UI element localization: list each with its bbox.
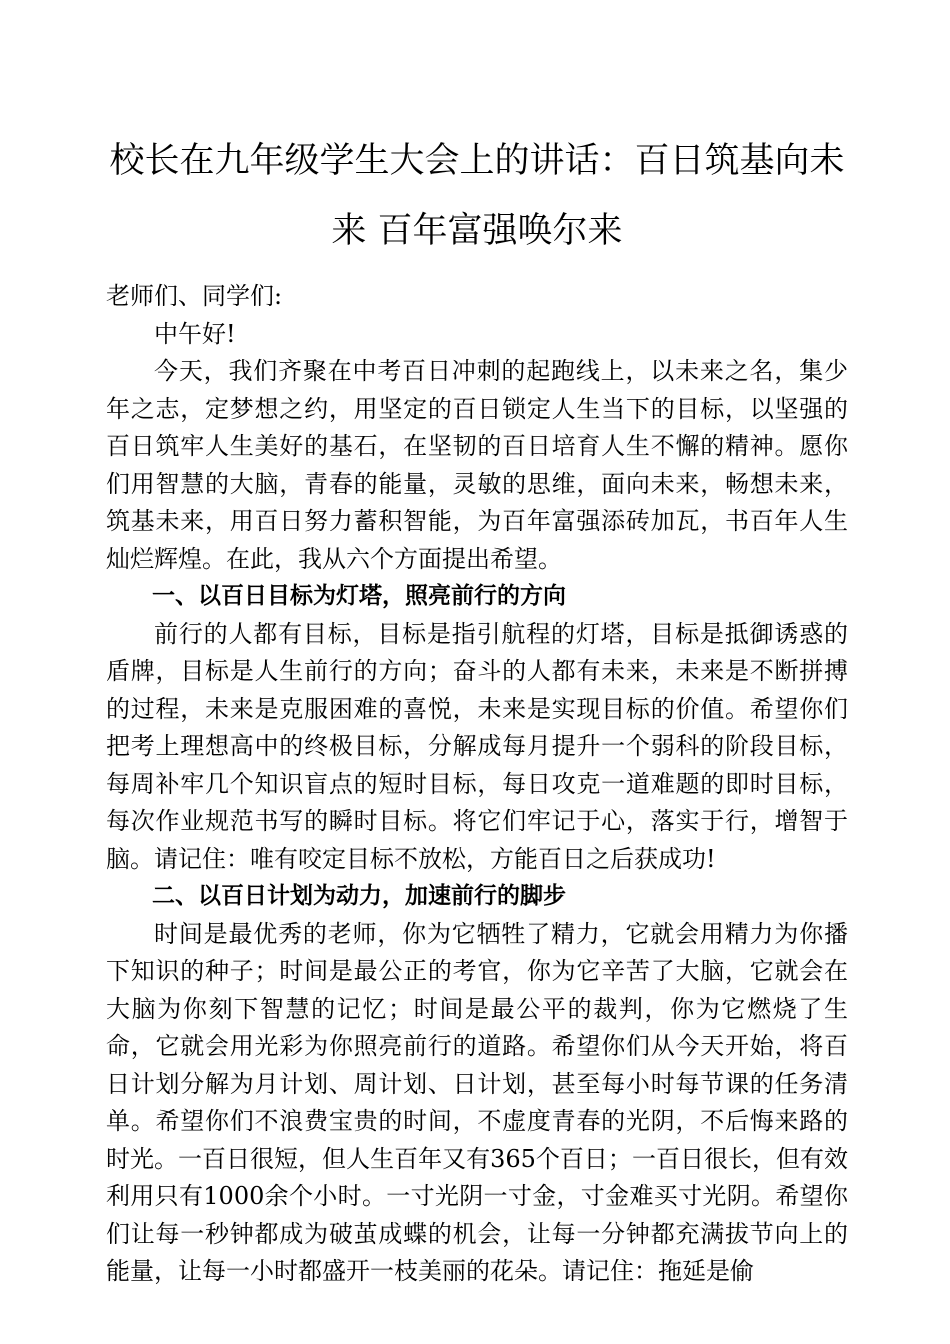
title-line-2: 来 百年富强唤尔来 xyxy=(331,211,623,251)
intro-paragraph: 今天，我们齐聚在中考百日冲刺的起跑线上，以未来之名，集少年之志，定梦想之约，用坚定的百日锁定人生当下的目标，以坚强的百日筑牢人生美好的基石，在坚韧的百日培育人生不懈的精神。愿你们用智慧的大脑，青春的能量，灵敏的思维，面向未来，畅想未来，筑基未来，用百日努力蓄积智能，为百年富强添砖加瓦，书百年人生灿烂辉煌。在此，我从六个方面提出希望。 xyxy=(106,357,848,573)
greeting: 中午好! xyxy=(154,319,236,348)
section-2-paragraph: 时间是最优秀的老师，你为它牺牲了精力，它就会用精力为你播下知识的种子；时间是最公正的考官，你为它辛苦了大脑，它就会在大脑为你刻下智慧的记忆；时间是最公平的裁判，你为它燃烧了生命，它就会用光彩为你照亮前行的道路。希望你们从今天开始，将百日计划分解为月计划、周计划、日计划，甚至每小时每节课的任务清单。希望你们不浪费宝贵的时间，不虚度青春的光阴，不后悔来路的时光。一百日很短，但人生百年又有365个百日；一百日很长，但有效利用只有1000余个小时。一寸光阴一寸金，寸金难买寸光阴。希望你们让每一秒钟都成为破茧成蝶的机会，让每一分钟都充满拔节向上的能量，让每一小时都盛开一枝美丽的花朵。请记住：拖延是偷 xyxy=(106,919,848,1285)
section-1-paragraph: 前行的人都有目标，目标是指引航程的灯塔，目标是抵御诱惑的盾牌，目标是人生前行的方向；奋斗的人都有未来，未来是不断拼搏的过程，未来是克服困难的喜悦，未来是实现目标的价值。希望你们把考上理想高中的终极目标，分解成每月提升一个弱科的阶段目标，每周补牢几个知识盲点的短时目标，每日攻克一道难题的即时目标，每次作业规范书写的瞬时目标。将它们牢记于心，落实于行，增智于脑。请记住：唯有咬定目标不放松，方能百日之后获成功! xyxy=(106,619,848,873)
section-2-heading: 二、以百日计划为动力，加速前行的脚步 xyxy=(152,883,566,909)
document-body xyxy=(106,278,848,1291)
salutation: 老师们、同学们: xyxy=(106,282,283,310)
page-title xyxy=(106,126,848,266)
title-line-1: 校长在九年级学生大会上的讲话：百日筑基向未 xyxy=(109,141,845,181)
document-page xyxy=(106,0,848,1344)
section-1-heading: 一、以百日目标为灯塔，照亮前行的方向 xyxy=(152,583,566,609)
